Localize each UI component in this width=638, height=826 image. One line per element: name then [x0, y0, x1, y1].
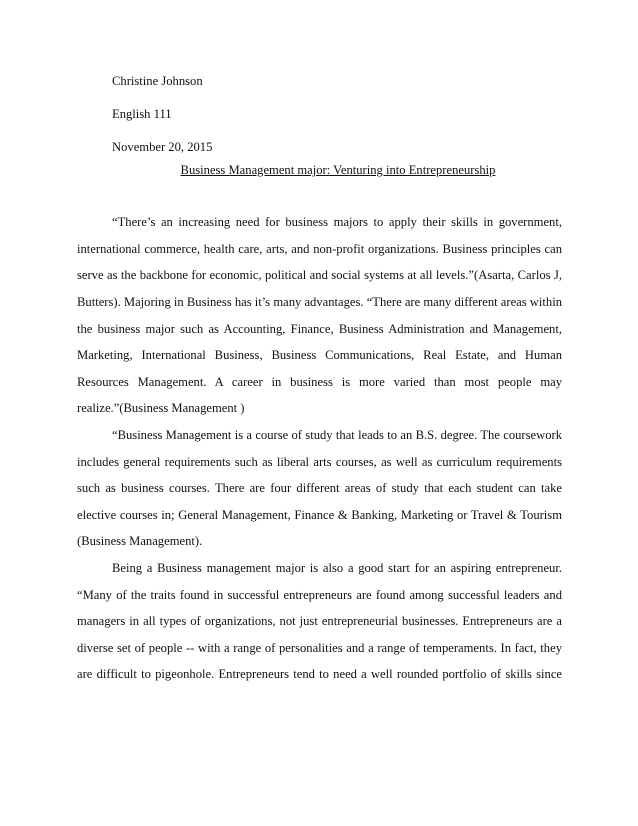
paragraph-2-line-4: elective courses in; General Management, Finance & Banking, Marketing or Travel & Tourism	[77, 508, 562, 522]
paragraph-1-line-8: realize.”(Business Management )	[77, 401, 245, 415]
paragraph-3-line-3: managers in all types of organizations, not just entrepreneurial businesses. Entrepreneurs are a	[77, 614, 562, 628]
paragraph-3-line-4: diverse set of people -- with a range of personalities and a range of temperaments. In fact, they	[77, 641, 562, 655]
paragraph-1-line-5: the business major such as Accounting, Finance, Business Administration and Management,	[77, 322, 562, 336]
document-title: Business Management major: Venturing into Entrepreneurship	[180, 163, 496, 177]
paragraph-1-line-6: Marketing, International Business, Business Communications, Real Estate, and Human	[77, 348, 562, 362]
document-date: November 20, 2015	[112, 140, 213, 154]
paragraph-3-line-5: are difficult to pigeonhole. Entrepreneurs tend to need a well rounded portfolio of skills since	[77, 667, 562, 681]
paragraph-1-line-3: serve as the backbone for economic, political and social systems at all levels.”(Asarta, Carlos J,	[77, 268, 562, 282]
paragraph-1-line-7: Resources Management. A career in business is more varied than most people may	[77, 375, 562, 389]
paragraph-1-line-2: international commerce, health care, arts, and non-profit organizations. Business principles can	[77, 242, 562, 256]
paragraph-2-line-3: such as business courses. There are four different areas of study that each student can take	[77, 481, 562, 495]
author-name: Christine Johnson	[112, 74, 203, 88]
paragraph-3-line-2: “Many of the traits found in successful entrepreneurs are found among successful leaders and	[77, 588, 562, 602]
paragraph-1-line-4: Butters). Majoring in Business has it’s many advantages. “There are many different areas within	[77, 295, 562, 309]
course-name: English 111	[112, 107, 172, 121]
paragraph-3-line-1: Being a Business management major is also a good start for an aspiring entrepreneur.	[112, 561, 562, 575]
paragraph-2-line-5: (Business Management).	[77, 534, 203, 548]
paragraph-2-line-1: “Business Management is a course of study that leads to an B.S. degree. The coursework	[112, 428, 562, 442]
paragraph-1-line-1: “There’s an increasing need for business majors to apply their skills in government,	[112, 215, 562, 229]
paragraph-2-line-2: includes general requirements such as liberal arts courses, as well as curriculum requirements	[77, 455, 562, 469]
